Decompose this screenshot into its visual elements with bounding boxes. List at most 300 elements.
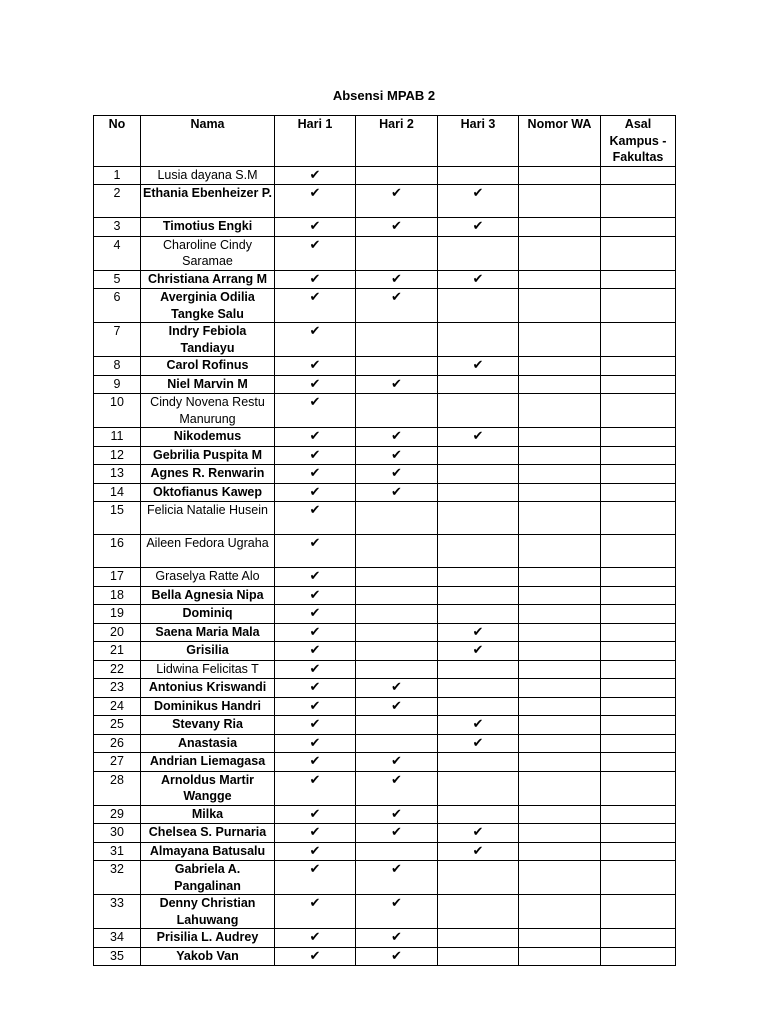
cell-hari-1 bbox=[275, 375, 356, 394]
cell-hari-1 bbox=[275, 605, 356, 624]
cell-asal-kampus bbox=[601, 218, 676, 237]
cell-nama: Denny Christian Lahuwang bbox=[141, 895, 275, 929]
table-row bbox=[94, 502, 676, 535]
cell-hari-3 bbox=[438, 586, 519, 605]
cell-nama: Indry Febiola Tandiayu bbox=[141, 323, 275, 357]
cell-hari-2 bbox=[356, 375, 438, 394]
cell-hari-1 bbox=[275, 166, 356, 185]
check-icon: ✔ bbox=[391, 772, 402, 788]
cell-hari-1 bbox=[275, 446, 356, 465]
cell-nomor-wa bbox=[519, 929, 601, 948]
cell-hari-2 bbox=[356, 895, 438, 929]
check-icon: ✔ bbox=[309, 569, 321, 584]
cell-nomor-wa bbox=[519, 805, 601, 824]
cell-hari-3 bbox=[438, 842, 519, 861]
cell-no: 3 bbox=[94, 218, 141, 237]
check-icon: ✔ bbox=[309, 754, 321, 769]
cell-hari-1 bbox=[275, 734, 356, 753]
cell-no: 12 bbox=[94, 446, 141, 465]
check-icon: ✔ bbox=[309, 429, 321, 444]
cell-hari-3 bbox=[438, 289, 519, 323]
check-icon: ✔ bbox=[309, 271, 321, 287]
check-icon: ✔ bbox=[472, 717, 484, 732]
cell-asal-kampus bbox=[601, 679, 676, 698]
cell-asal-kampus bbox=[601, 642, 676, 661]
cell-hari-3 bbox=[438, 734, 519, 753]
check-icon: ✔ bbox=[309, 376, 321, 392]
check-icon: ✔ bbox=[391, 219, 402, 234]
cell-nomor-wa bbox=[519, 824, 601, 843]
cell-asal-kampus bbox=[601, 394, 676, 428]
check-icon: ✔ bbox=[391, 698, 402, 714]
header-hari-2: Hari 2 bbox=[356, 116, 438, 167]
cell-no: 20 bbox=[94, 623, 141, 642]
cell-nama: Almayana Batusalu bbox=[141, 842, 275, 861]
cell-nomor-wa bbox=[519, 394, 601, 428]
check-icon: ✔ bbox=[472, 271, 484, 287]
cell-nomor-wa bbox=[519, 895, 601, 929]
cell-nomor-wa bbox=[519, 446, 601, 465]
cell-hari-1 bbox=[275, 623, 356, 642]
cell-nama: Dominikus Handri bbox=[141, 697, 275, 716]
cell-nomor-wa bbox=[519, 697, 601, 716]
cell-nomor-wa bbox=[519, 947, 601, 966]
cell-hari-2 bbox=[356, 697, 438, 716]
table-row bbox=[94, 586, 676, 605]
table-row bbox=[94, 394, 676, 428]
cell-asal-kampus bbox=[601, 375, 676, 394]
cell-no: 1 bbox=[94, 166, 141, 185]
table-row bbox=[94, 446, 676, 465]
table-row bbox=[94, 771, 676, 805]
cell-nomor-wa bbox=[519, 753, 601, 772]
cell-no: 10 bbox=[94, 394, 141, 428]
cell-no: 2 bbox=[94, 185, 141, 218]
check-icon: ✔ bbox=[472, 186, 484, 201]
cell-hari-1 bbox=[275, 697, 356, 716]
cell-hari-3 bbox=[438, 218, 519, 237]
check-icon: ✔ bbox=[391, 680, 402, 695]
table-body bbox=[94, 166, 676, 966]
cell-nama: Nikodemus bbox=[141, 428, 275, 447]
cell-no: 26 bbox=[94, 734, 141, 753]
check-icon: ✔ bbox=[391, 896, 402, 911]
cell-hari-2 bbox=[356, 805, 438, 824]
cell-hari-3 bbox=[438, 323, 519, 357]
table-row bbox=[94, 697, 676, 716]
check-icon: ✔ bbox=[391, 484, 402, 500]
check-icon: ✔ bbox=[391, 825, 402, 840]
cell-hari-1 bbox=[275, 947, 356, 966]
cell-hari-3 bbox=[438, 753, 519, 772]
cell-hari-2 bbox=[356, 660, 438, 679]
cell-asal-kampus bbox=[601, 660, 676, 679]
check-icon: ✔ bbox=[309, 948, 321, 964]
cell-hari-3 bbox=[438, 697, 519, 716]
cell-asal-kampus bbox=[601, 465, 676, 484]
cell-hari-2 bbox=[356, 771, 438, 805]
cell-nomor-wa bbox=[519, 605, 601, 624]
cell-nama: Grisilia bbox=[141, 642, 275, 661]
cell-nomor-wa bbox=[519, 586, 601, 605]
check-icon: ✔ bbox=[309, 624, 321, 640]
cell-hari-3 bbox=[438, 895, 519, 929]
cell-hari-1 bbox=[275, 679, 356, 698]
cell-nama: Anastasia bbox=[141, 734, 275, 753]
cell-no: 25 bbox=[94, 716, 141, 735]
cell-hari-2 bbox=[356, 428, 438, 447]
cell-no: 28 bbox=[94, 771, 141, 805]
cell-hari-2 bbox=[356, 270, 438, 289]
cell-nama: Chelsea S. Purnaria bbox=[141, 824, 275, 843]
table-row bbox=[94, 805, 676, 824]
document-title: Absensi MPAB 2 bbox=[332, 88, 436, 103]
cell-hari-2 bbox=[356, 236, 438, 270]
check-icon: ✔ bbox=[472, 825, 484, 840]
cell-hari-2 bbox=[356, 166, 438, 185]
cell-hari-3 bbox=[438, 185, 519, 218]
cell-hari-2 bbox=[356, 679, 438, 698]
cell-asal-kampus bbox=[601, 842, 676, 861]
cell-asal-kampus bbox=[601, 895, 676, 929]
cell-hari-3 bbox=[438, 861, 519, 895]
cell-hari-2 bbox=[356, 586, 438, 605]
cell-hari-3 bbox=[438, 236, 519, 270]
cell-nomor-wa bbox=[519, 679, 601, 698]
cell-hari-2 bbox=[356, 605, 438, 624]
cell-asal-kampus bbox=[601, 185, 676, 218]
cell-asal-kampus bbox=[601, 605, 676, 624]
cell-nama: Saena Maria Mala bbox=[141, 623, 275, 642]
cell-nomor-wa bbox=[519, 771, 601, 805]
check-icon: ✔ bbox=[309, 717, 321, 732]
cell-hari-2 bbox=[356, 716, 438, 735]
cell-nama: Antonius Kriswandi bbox=[141, 679, 275, 698]
cell-asal-kampus bbox=[601, 771, 676, 805]
cell-nomor-wa bbox=[519, 502, 601, 535]
cell-hari-3 bbox=[438, 465, 519, 484]
cell-asal-kampus bbox=[601, 236, 676, 270]
cell-hari-2 bbox=[356, 568, 438, 587]
header-nomor-wa: Nomor WA bbox=[519, 116, 601, 167]
cell-asal-kampus bbox=[601, 697, 676, 716]
cell-nomor-wa bbox=[519, 842, 601, 861]
cell-hari-1 bbox=[275, 586, 356, 605]
check-icon: ✔ bbox=[472, 735, 484, 751]
cell-asal-kampus bbox=[601, 947, 676, 966]
cell-hari-1 bbox=[275, 236, 356, 270]
cell-hari-1 bbox=[275, 753, 356, 772]
cell-hari-1 bbox=[275, 465, 356, 484]
cell-nomor-wa bbox=[519, 734, 601, 753]
cell-hari-1 bbox=[275, 842, 356, 861]
check-icon: ✔ bbox=[309, 806, 321, 822]
cell-hari-3 bbox=[438, 623, 519, 642]
cell-hari-2 bbox=[356, 483, 438, 502]
cell-no: 4 bbox=[94, 236, 141, 270]
cell-no: 16 bbox=[94, 535, 141, 568]
cell-nomor-wa bbox=[519, 568, 601, 587]
table-row bbox=[94, 323, 676, 357]
cell-nomor-wa bbox=[519, 289, 601, 323]
check-icon: ✔ bbox=[309, 698, 321, 714]
check-icon: ✔ bbox=[472, 358, 484, 373]
cell-nama: Bella Agnesia Nipa bbox=[141, 586, 275, 605]
cell-nama: Prisilia L. Audrey bbox=[141, 929, 275, 948]
check-icon: ✔ bbox=[391, 376, 402, 392]
cell-hari-2 bbox=[356, 465, 438, 484]
cell-hari-1 bbox=[275, 185, 356, 218]
cell-asal-kampus bbox=[601, 929, 676, 948]
cell-nama: Charoline Cindy Saramae bbox=[141, 236, 275, 270]
cell-hari-2 bbox=[356, 323, 438, 357]
check-icon: ✔ bbox=[391, 447, 402, 463]
check-icon: ✔ bbox=[391, 930, 402, 945]
check-icon: ✔ bbox=[472, 843, 484, 859]
cell-nama: Christiana Arrang M bbox=[141, 270, 275, 289]
cell-hari-1 bbox=[275, 289, 356, 323]
table-row bbox=[94, 753, 676, 772]
check-icon: ✔ bbox=[309, 896, 321, 911]
cell-hari-3 bbox=[438, 568, 519, 587]
check-icon: ✔ bbox=[391, 862, 402, 877]
check-icon: ✔ bbox=[309, 825, 321, 840]
check-icon: ✔ bbox=[391, 271, 402, 287]
cell-asal-kampus bbox=[601, 568, 676, 587]
cell-no: 34 bbox=[94, 929, 141, 948]
cell-hari-1 bbox=[275, 535, 356, 568]
cell-hari-1 bbox=[275, 716, 356, 735]
cell-no: 33 bbox=[94, 895, 141, 929]
cell-asal-kampus bbox=[601, 289, 676, 323]
cell-nama: Agnes R. Renwarin bbox=[141, 465, 275, 484]
cell-hari-3 bbox=[438, 446, 519, 465]
cell-no: 31 bbox=[94, 842, 141, 861]
cell-nomor-wa bbox=[519, 465, 601, 484]
check-icon: ✔ bbox=[309, 930, 321, 945]
check-icon: ✔ bbox=[309, 167, 321, 183]
cell-nomor-wa bbox=[519, 323, 601, 357]
cell-hari-3 bbox=[438, 394, 519, 428]
cell-nama: Gabriela A. Pangalinan bbox=[141, 861, 275, 895]
cell-hari-3 bbox=[438, 483, 519, 502]
cell-nama: Lusia dayana S.M bbox=[141, 166, 275, 185]
cell-nama: Graselya Ratte Alo bbox=[141, 568, 275, 587]
check-icon: ✔ bbox=[309, 587, 321, 603]
cell-nomor-wa bbox=[519, 357, 601, 376]
cell-nomor-wa bbox=[519, 861, 601, 895]
header-asal-kampus: Asal Kampus - Fakultas bbox=[601, 116, 676, 167]
cell-hari-3 bbox=[438, 605, 519, 624]
cell-no: 18 bbox=[94, 586, 141, 605]
check-icon: ✔ bbox=[472, 624, 484, 640]
cell-hari-1 bbox=[275, 428, 356, 447]
table-row bbox=[94, 185, 676, 218]
cell-asal-kampus bbox=[601, 446, 676, 465]
cell-hari-3 bbox=[438, 535, 519, 568]
table-row bbox=[94, 734, 676, 753]
table-row bbox=[94, 947, 676, 966]
cell-no: 6 bbox=[94, 289, 141, 323]
cell-hari-2 bbox=[356, 642, 438, 661]
cell-hari-3 bbox=[438, 824, 519, 843]
cell-asal-kampus bbox=[601, 753, 676, 772]
cell-nomor-wa bbox=[519, 483, 601, 502]
table-row bbox=[94, 623, 676, 642]
cell-nomor-wa bbox=[519, 660, 601, 679]
check-icon: ✔ bbox=[309, 735, 321, 751]
table-row bbox=[94, 895, 676, 929]
cell-no: 32 bbox=[94, 861, 141, 895]
check-icon: ✔ bbox=[309, 186, 321, 201]
cell-nama: Oktofianus Kawep bbox=[141, 483, 275, 502]
table-row bbox=[94, 357, 676, 376]
cell-nama: Dominiq bbox=[141, 605, 275, 624]
cell-hari-1 bbox=[275, 270, 356, 289]
cell-asal-kampus bbox=[601, 861, 676, 895]
cell-nomor-wa bbox=[519, 236, 601, 270]
cell-hari-2 bbox=[356, 218, 438, 237]
check-icon: ✔ bbox=[391, 290, 402, 305]
cell-hari-1 bbox=[275, 502, 356, 535]
check-icon: ✔ bbox=[309, 219, 321, 234]
cell-hari-2 bbox=[356, 289, 438, 323]
cell-hari-2 bbox=[356, 929, 438, 948]
table-row bbox=[94, 166, 676, 185]
cell-asal-kampus bbox=[601, 357, 676, 376]
cell-nama: Lidwina Felicitas T bbox=[141, 660, 275, 679]
cell-asal-kampus bbox=[601, 483, 676, 502]
cell-nama: Averginia Odilia Tangke Salu bbox=[141, 289, 275, 323]
check-icon: ✔ bbox=[309, 395, 321, 410]
header-hari-3: Hari 3 bbox=[438, 116, 519, 167]
cell-hari-3 bbox=[438, 270, 519, 289]
cell-hari-3 bbox=[438, 660, 519, 679]
cell-nomor-wa bbox=[519, 642, 601, 661]
cell-hari-2 bbox=[356, 535, 438, 568]
cell-hari-1 bbox=[275, 861, 356, 895]
header-no: No bbox=[94, 116, 141, 167]
table-row bbox=[94, 375, 676, 394]
cell-hari-3 bbox=[438, 947, 519, 966]
cell-hari-2 bbox=[356, 824, 438, 843]
cell-nama: Yakob Van bbox=[141, 947, 275, 966]
cell-nomor-wa bbox=[519, 716, 601, 735]
cell-asal-kampus bbox=[601, 623, 676, 642]
check-icon: ✔ bbox=[309, 643, 321, 658]
cell-nomor-wa bbox=[519, 185, 601, 218]
check-icon: ✔ bbox=[309, 466, 321, 481]
check-icon: ✔ bbox=[391, 948, 402, 964]
attendance-table bbox=[93, 115, 676, 966]
cell-nama: Niel Marvin M bbox=[141, 375, 275, 394]
check-icon: ✔ bbox=[309, 661, 321, 677]
cell-asal-kampus bbox=[601, 535, 676, 568]
check-icon: ✔ bbox=[309, 324, 321, 339]
cell-no: 19 bbox=[94, 605, 141, 624]
cell-asal-kampus bbox=[601, 824, 676, 843]
cell-hari-1 bbox=[275, 483, 356, 502]
check-icon: ✔ bbox=[309, 843, 321, 859]
cell-hari-1 bbox=[275, 771, 356, 805]
cell-asal-kampus bbox=[601, 805, 676, 824]
cell-nama: Andrian Liemagasa bbox=[141, 753, 275, 772]
cell-hari-1 bbox=[275, 218, 356, 237]
check-icon: ✔ bbox=[472, 643, 484, 658]
cell-nama: Milka bbox=[141, 805, 275, 824]
header-hari-1: Hari 1 bbox=[275, 116, 356, 167]
table-row bbox=[94, 605, 676, 624]
check-icon: ✔ bbox=[309, 237, 321, 253]
cell-no: 13 bbox=[94, 465, 141, 484]
cell-hari-3 bbox=[438, 166, 519, 185]
check-icon: ✔ bbox=[309, 606, 321, 621]
cell-asal-kampus bbox=[601, 716, 676, 735]
table-row bbox=[94, 270, 676, 289]
table-row bbox=[94, 428, 676, 447]
check-icon: ✔ bbox=[309, 772, 321, 788]
cell-no: 9 bbox=[94, 375, 141, 394]
cell-hari-2 bbox=[356, 623, 438, 642]
check-icon: ✔ bbox=[309, 447, 321, 463]
cell-asal-kampus bbox=[601, 428, 676, 447]
cell-hari-1 bbox=[275, 357, 356, 376]
check-icon: ✔ bbox=[309, 484, 321, 500]
check-icon: ✔ bbox=[309, 862, 321, 877]
check-icon: ✔ bbox=[309, 358, 321, 373]
cell-no: 27 bbox=[94, 753, 141, 772]
cell-nomor-wa bbox=[519, 428, 601, 447]
cell-no: 23 bbox=[94, 679, 141, 698]
table-row bbox=[94, 535, 676, 568]
cell-hari-3 bbox=[438, 502, 519, 535]
check-icon: ✔ bbox=[309, 680, 321, 695]
cell-no: 21 bbox=[94, 642, 141, 661]
table-row bbox=[94, 929, 676, 948]
check-icon: ✔ bbox=[391, 466, 402, 481]
cell-nama: Arnoldus Martir Wangge bbox=[141, 771, 275, 805]
check-icon: ✔ bbox=[472, 219, 484, 234]
table-row bbox=[94, 642, 676, 661]
cell-hari-1 bbox=[275, 929, 356, 948]
cell-no: 15 bbox=[94, 502, 141, 535]
table-row bbox=[94, 824, 676, 843]
cell-no: 17 bbox=[94, 568, 141, 587]
cell-hari-2 bbox=[356, 502, 438, 535]
cell-nama: Carol Rofinus bbox=[141, 357, 275, 376]
cell-hari-2 bbox=[356, 394, 438, 428]
cell-hari-2 bbox=[356, 842, 438, 861]
check-icon: ✔ bbox=[391, 754, 402, 769]
header-row bbox=[94, 116, 676, 167]
cell-no: 11 bbox=[94, 428, 141, 447]
cell-asal-kampus bbox=[601, 734, 676, 753]
cell-nama: Ethania Ebenheizer P. bbox=[141, 185, 275, 218]
table-row bbox=[94, 660, 676, 679]
cell-hari-2 bbox=[356, 861, 438, 895]
table-row bbox=[94, 679, 676, 698]
cell-no: 24 bbox=[94, 697, 141, 716]
cell-hari-2 bbox=[356, 446, 438, 465]
cell-hari-1 bbox=[275, 394, 356, 428]
cell-nomor-wa bbox=[519, 166, 601, 185]
check-icon: ✔ bbox=[391, 429, 402, 444]
table-row bbox=[94, 465, 676, 484]
table-row bbox=[94, 842, 676, 861]
cell-nama: Timotius Engki bbox=[141, 218, 275, 237]
cell-nomor-wa bbox=[519, 375, 601, 394]
cell-no: 7 bbox=[94, 323, 141, 357]
